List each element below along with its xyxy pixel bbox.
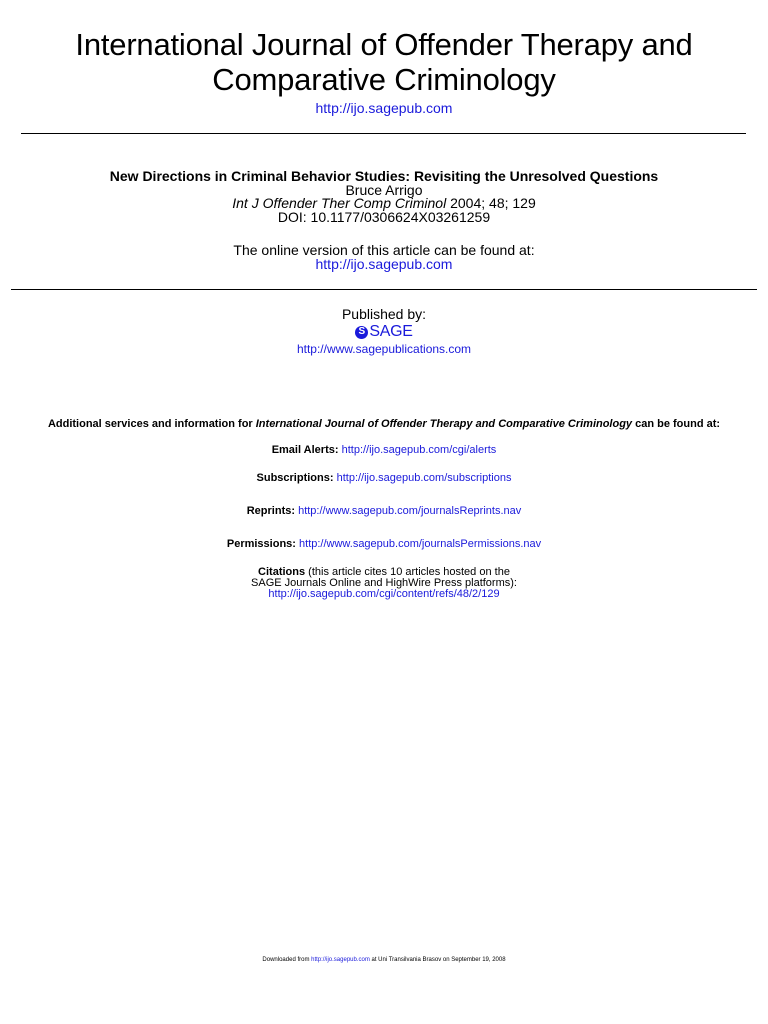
email-alerts-row <box>0 444 768 457</box>
top-divider <box>21 133 746 134</box>
article-author: Bruce Arrigo <box>345 182 423 198</box>
additional-journal: International Journal of Offender Therapy and Comparative Criminology <box>255 418 633 430</box>
subscriptions-row <box>0 472 768 485</box>
sage-logo-icon: S <box>355 326 368 339</box>
online-version-link[interactable]: http://ijo.sagepub.com <box>315 256 453 272</box>
article-doi: DOI: 10.1177/0306624X03261259 <box>277 209 491 225</box>
journal-url-link[interactable]: http://ijo.sagepub.com <box>315 100 453 116</box>
additional-services-heading <box>0 418 768 431</box>
reprints-label: Reprints: <box>246 505 296 517</box>
journal-title <box>0 27 768 97</box>
footer-suffix: at Uni Transilvania Brasov on September 19, 2008 <box>369 957 506 963</box>
permissions-label: Permissions: <box>226 538 296 550</box>
citations-link[interactable]: http://ijo.sagepub.com/cgi/content/refs/48/2/129 <box>268 588 500 600</box>
journal-title-line-1: International Journal of Offender Therapy and <box>75 27 693 62</box>
email-alerts-label: Email Alerts: <box>271 444 339 456</box>
email-alerts-link[interactable]: http://ijo.sagepub.com/cgi/alerts <box>341 444 497 456</box>
subscriptions-link[interactable]: http://ijo.sagepub.com/subscriptions <box>336 472 512 484</box>
citation-journal: Int J Offender Ther Comp Criminol <box>232 195 447 211</box>
subscriptions-label: Subscriptions: <box>256 472 334 484</box>
citations-label: Citations <box>258 566 306 578</box>
citations-text-1: (this article cites 10 articles hosted on the <box>305 566 510 578</box>
reprints-link[interactable]: http://www.sagepub.com/journalsReprints.nav <box>298 505 522 517</box>
permissions-row <box>0 538 768 551</box>
footer-link[interactable]: http://ijo.sagepub.com <box>311 957 370 963</box>
additional-prefix: Additional services and information for <box>47 418 256 430</box>
journal-url-wrap <box>0 100 768 117</box>
publisher-url-link[interactable]: http://www.sagepublications.com <box>296 342 472 356</box>
journal-title-line-2: Comparative Criminology <box>212 62 556 97</box>
published-by-label: Published by: <box>341 306 427 322</box>
sage-logo[interactable] <box>0 322 768 342</box>
reprints-row <box>0 505 768 518</box>
article-citation <box>0 196 768 210</box>
middle-divider <box>11 289 757 290</box>
article-title: New Directions in Criminal Behavior Studies: Revisiting the Unresolved Questions <box>109 168 659 184</box>
sage-logo-text: SAGE <box>369 323 413 340</box>
online-version-text: The online version of this article can be found at: <box>233 242 535 258</box>
additional-suffix: can be found at: <box>632 418 721 430</box>
citation-details: 2004; 48; 129 <box>446 195 536 211</box>
footer-prefix: Downloaded from <box>262 957 312 963</box>
citations-text-2: SAGE Journals Online and HighWire Press platforms): <box>251 577 517 589</box>
download-footer <box>0 956 768 964</box>
permissions-link[interactable]: http://www.sagepub.com/journalsPermissions.nav <box>299 538 542 550</box>
online-url-wrap <box>0 257 768 272</box>
publisher-url-wrap <box>0 342 768 356</box>
citations-block <box>0 567 768 600</box>
